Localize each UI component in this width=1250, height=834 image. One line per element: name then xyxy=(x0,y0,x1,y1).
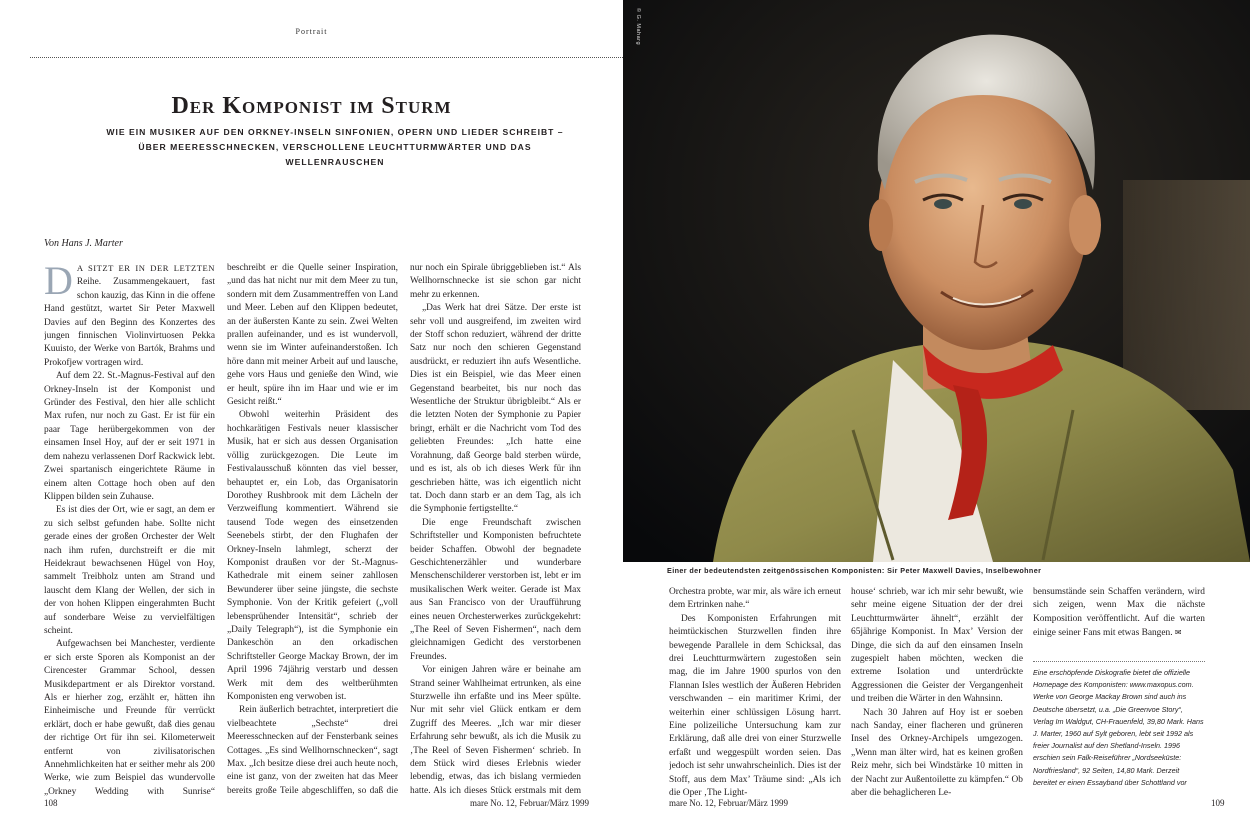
text-column-3 xyxy=(410,262,581,797)
closing-text: bensumstände sein Schaffen verändern, wird sich zeigen, wenn Max die nächste Komposition veröffentlicht. Auf die warten einige seiner Fans mit etwas Bangen. xyxy=(1033,587,1205,639)
text-column-1 xyxy=(44,262,215,797)
author-note: Eine erschöpfende Diskografie bietet die offizielle Homepage des Komponisten: www.maxopus.com. Werke von George Mackay Brown sind auch ins Deutsche übersetzt, u.a. „Die Greenvoe Story“, Verlag Im Waldgut, CH-Frauenfeld, 39,80 Mark. Hans J. Marter, 1960 auf Sylt geboren, lebt seit 1992 als freier Journalist auf den Shetland-Inseln. 1996 erschien sein Falk-Reiseführer „Nordseeküste: Nordfriesland“, 92 Seiten, 14,80 Mark. Derzeit bereitet er einen Essayband über Schottland vor xyxy=(1033,668,1204,787)
section-tag: Portrait xyxy=(295,27,328,36)
paragraph: Aufgewachsen bei Manchester, verdiente er sich erste Sporen als Komponist an der Cirencester Grammar School, dessen Musikdepartment er als Direktor vorstand. Als er hierher zog, erzählt er, hätten ihn Einheimische und Freunde für verrückt erklärt, doch er habe gewußt, daß dies genau der richtige Ort für ihn sei. Kilometerweit entfernt von zivilisatorischen Annehmlichkeiten hat er seither mehr als 200 Werke, wie zum Beispiel das wundervolle „Orkney Wedding with Sunrise“ xyxy=(44,639,215,797)
photo-caption: Einer der bedeutendsten zeitgenössischen Komponisten: Sir Peter Maxwell Davies, Inselbewohner xyxy=(667,566,1042,575)
paragraph: Rein äußerlich betrachtet, interpretiert die vielbeachtete „Sechste“ drei Meeresschnecken auf der Fensterbank seines Cottages. „Es sind Wellhornschnecken“, sagt Max. „Ich besitze diese drei auch heute noch, eine ist ganz, von der zweiten hat das Meer bereits große Teile abgeschliffen, so daß die xyxy=(227,705,398,796)
portrait-photo xyxy=(623,0,1250,562)
magazine-issue-right: mare No. 12, Februar/März 1999 xyxy=(669,798,788,808)
article-title: Der Komponist im Sturm xyxy=(171,93,452,119)
paragraph: Auf dem 22. St.-Magnus-Festival auf den Orkney-Inseln ist der Komponist und Gründer des Festival, den hier alle schlicht Max rufen, nur noch zu Gast. Er ist für ein paar Tage herübergekommen von der einsamen Insel Hoy, auf der er seit 1971 in dem nahezu verlassenen Dorf Rackwick lebt. Zwei spartanisch eingerichtete Räume in einem alten Cottage hoch oben auf den Klippen bilden sein Zuhause. xyxy=(44,371,215,502)
paragraph: Vor einigen Jahren wäre er beinahe am Strand seiner Wahlheimat ertrunken, als eine Sturzwelle ihn erfaßte und ins Meer spülte. Nur mit sehr viel Glück entkam er dem Zugriff des Meeres. „Ich war mir dieser Erfahrung sehr bewußt, als ich die Musik zu ‚The Reel of Seven Fishermen‘ schrieb. In dem Stück wird dieses Erlebnis wieder lebendig, etwas, das ich bislang vermieden hatte. Als ich dieses Stück erstmals mit dem xyxy=(410,665,581,796)
paragraph: house‘ schrieb, war ich mir sehr bewußt, wie sehr meine eigene Situation der der drei Leuchtturmwärter ähnelt“, erzählt der 65jährige Komponist. In Max’ Version der Dinge, die sich da auf den einsamen Inseln zugespielt haben möchten, wecken die extreme Isolation und unterdrückte Aggressionen die Geister der Vergangenheit und treiben die Wärter in den Wahnsinn. xyxy=(851,587,1023,705)
photo-credit-text: © G. Maharg xyxy=(635,8,641,46)
byline: Von Hans J. Marter xyxy=(44,238,123,249)
end-mark-icon: ✉ xyxy=(1174,628,1182,638)
paragraph: Obwohl weiterhin Präsident des hochkarätigen Festivals neuer klassischer Musik, hat er sich aus dessen Organisation völlig zurückgezogen. Die Leute im Festivalausschuß könnten das viel besser, behauptet er, ein Lob, das Organisatorin Dorothey Rushbrook mit dem Lächeln der Verzweiflung kommentiert. Während sie tausend Tode wegen des einsetzenden Seenebels stirbt, der den Flughafen der Orkney-Inseln lahmlegt, scherzt der Komponist draußen vor der St.-Magnus-Kathedrale mit einem seiner zahllosen Bewunderer über seine jüngste, die sechste Symphonie. Von der Kritik gefeiert („voll lebensprühender Intensität“, schrieb der „Daily Telegraph“), ist die Symphonie ein Dankeschön an den orkadischen Schriftsteller George Mackay Brown, der im April 1996 74jährig verstarb und dessen Werk mit dem des weltberühmten Komponisten eng verwoben ist. xyxy=(227,410,398,702)
portrait-illustration xyxy=(623,0,1250,562)
subtitle-line-2: ÜBER MEERESSCHNECKEN, VERSCHOLLENE LEUCHTTURMWÄRTER UND DAS WELLENRAUSCHEN xyxy=(138,142,532,167)
article-subtitle xyxy=(90,125,580,170)
paragraph: Es ist dies der Ort, wie er sagt, an dem er zu sich selbst gefunden habe. Sollte nicht gerade eines der großen Orchester der Welt nach ihm rufen, durchstreift er die mit Heidekraut bewachsenen Hügel von Hoy, sammelt Treibholz unten am Strand und lauscht dem Klang der Wellen, der sich in der von hohen Klippen eingerahmten Bucht auf sonderbare Weise zu vervielfältigen scheint. xyxy=(44,505,215,636)
photo-credit xyxy=(633,10,643,100)
page-number-left: 108 xyxy=(44,798,58,808)
text-column-2 xyxy=(227,262,398,797)
drop-cap: D xyxy=(44,262,73,303)
lead-paragraph xyxy=(44,262,215,370)
note-divider xyxy=(1033,661,1205,662)
lead-caps: A SITZT ER IN DER LETZTEN xyxy=(76,263,215,273)
subtitle-line-1: WIE EIN MUSIKER AUF DEN ORKNEY-INSELN SINFONIEN, OPERN UND LIEDER SCHREIBT – xyxy=(106,127,564,137)
magazine-issue-left: mare No. 12, Februar/März 1999 xyxy=(470,798,589,808)
paragraph: Orchestra probte, war mir, als wäre ich erneut dem Ertrinken nahe.“ xyxy=(669,587,841,611)
paragraph: nur noch ein Spirale übriggeblieben ist.“ Als Wellhornschnecke ist sie schon gar nicht mehr zu erkennen. xyxy=(410,263,581,300)
paragraph: „Das Werk hat drei Sätze. Der erste ist sehr voll und ausgreifend, im zweiten wird der Stoff schon reduziert, während der dritte Satz nur noch den schieren Gegenstand ausdrückt, er reduziert ihn aufs Wesentliche. Dies ist ein Beispiel, wie das Meer einen Gegenstand bearbeitet, bis nur noch das Wesentliche der Struktur übrigbleibt.“ Als er die letzten Noten der Symphonie zu Papier bringt, erhält er die Nachricht vom Tod des geliebten Freundes: „Ich hatte eine Vorahnung, daß George bald sterben würde, und es ist, als ob ich dieses Werk für ihn geschrieben hätte, was ich eigentlich nicht tat. Doch dann starb er an dem Tag, als ich die Symphonie fertigstellte.“ xyxy=(410,303,581,515)
text-column-5 xyxy=(851,586,1023,798)
paragraph: Nach 30 Jahren auf Hoy ist er soeben nach Sanday, einer flacheren und grüneren Insel des Orkney-Archipels umgezogen. „Wenn man älter wird, hat es keinen großen Reiz mehr, sich bei Windstärke 10 mitten in der Nacht zur Außentoilette zu kämpfen.“ Ob aber die behaglicheren Le- xyxy=(851,707,1023,798)
left-page xyxy=(0,0,623,834)
paragraph: beschreibt er die Quelle seiner Inspiration, „und das hat nicht nur mit dem Meer zu tun, sondern mit dem Zusammentreffen von Land und Meer. Leben auf den Klippen bedeutet, an der äußersten Kante zu sein. Zwei Welten prallen aufeinander, und es ist wundervoll, wenn sie im Winter aufeinanderstoßen. Ich höre dann mit meiner Arbeit auf und lausche, gehe vors Haus und genieße den Wind, wie er heult, spüre ihn im Haar und wie er im Gesicht reißt.“ xyxy=(227,263,398,408)
paragraph xyxy=(1033,586,1205,641)
paragraph: Die enge Freundschaft zwischen Schriftsteller und Komponisten befruchtete beider Schaffen. Obwohl der begnadete Geschichtenerzähler und wunderbare Menschenschilderer verstorben ist, lebt er im musikalischen Werk weiter. Gerade ist Max aus San Francisco von der Uraufführung eines neuen Orchesterwerkes zurückgekehrt: „The Reel of Seven Fishermen“, nach dem gleichnamigen Gedicht des verstorbenen Freundes. xyxy=(410,517,581,662)
paragraph: Des Komponisten Erfahrungen mit heimtückischen Sturzwellen finden ihre bewegende Parallele in dem Schicksal, das drei Leuchtturmwärtern zugestoßen sein mag, die im Jahre 1900 spurlos von den Flannan Isles westlich der Äußeren Hebriden verschwanden – ein maritimer Krimi, der weiterhin einer schlüssigen Lösung harrt. Eine polizeiliche Untersuchung kam zur Erklärung, daß alle drei von einer Sturzwelle erfaßt und weggespült worden seien. Das jedoch ist sehr unwahrscheinlich. Dies ist der Stoff, aus dem Max’ Träume sind: „Als ich die Oper ‚The Light- xyxy=(669,613,841,798)
header-rule xyxy=(30,57,623,58)
page-number-right: 109 xyxy=(1211,798,1225,808)
text-column-6 xyxy=(1033,586,1205,656)
right-page xyxy=(623,0,1250,834)
text-column-4 xyxy=(669,586,841,798)
lead-text: Reihe. Zusammengekauert, fast schon kauzig, das Kinn in die offene Hand gestützt, wartet Sir Peter Maxwell Davies auf den Beginn des Konzertes des jungen finnischen Violinvirtuosen Pekka Kuuisto, der Werke von Bartók, Brahms und Prokofjew vortragen wird. xyxy=(44,277,215,368)
